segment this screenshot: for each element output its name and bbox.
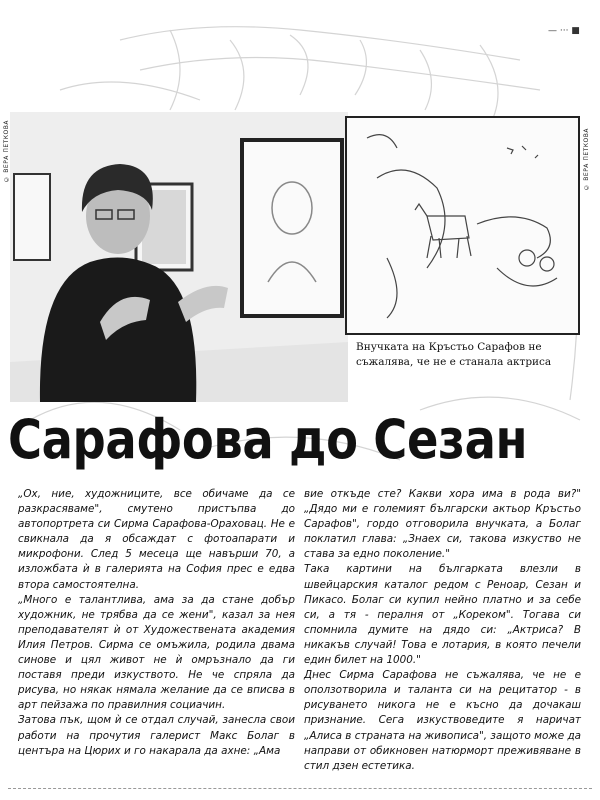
article-column-right — [304, 487, 581, 774]
paragraph: „Много е талантлива, ама за да стане добър художник, не трябва да се жени", казал за нея преподавателят ѝ от Художествената академия Илия Петров. Сирма се омъжила, родила двама синове и цял живот не ѝ омръзнало да ги поставя преди изкуството. Не че спряла да рисува, но някак нямала желание да се вписва в арт пейзажа по правилния социачин. — [18, 593, 295, 712]
photo-credit-left: © ВЕРА ПЕТКОВА — [3, 120, 10, 183]
photo-credit-right: © ВЕРА ПЕТКОВА — [583, 128, 590, 191]
paragraph: Затова пък, щом ѝ се отдал случай, занесла свои работи на прочутия галерист Макс Болаг в центъра на Цюрих и го накарала да ахне: „Ама — [18, 714, 295, 757]
article-column-left — [18, 487, 295, 759]
gallery-photo — [10, 112, 348, 402]
paragraph: Днес Сирма Сарафова не съжалява, че не е оползотворила и таланта си на рецитатор - в рисуването никога не е късно да дочакаш признание. Сега изкуствоведите я наричат „Алиса в страната на живописа", защото може да направи от обикновен натюрморт преживяване в стил дзен естетика. — [304, 669, 581, 772]
paragraph: „Ох, ние, художниците, все обичаме да се разкрасяваме", смутено пристъпва до автопортрета си Сирма Сарафова-Ораховац. Не е свикнала да я обсаждат с фотоапарати и микрофони. След 5 месеца ще навърши 70, а изложбата ѝ в галерията на София прес е едва втора самостоятелна. — [18, 488, 295, 591]
headline: Сарафова до Сезан — [8, 408, 528, 471]
gallery-photo-illustration — [10, 112, 348, 402]
paragraph: Така картини на българката влезли в швейцарския каталог редом с Реноар, Сезан и Пикасо. Болаг си купил нейно платно и за себе си, а тя - пералня от „Кореком". Тогава си спомнила думите на дядо си: „Актриса? В никакъв случай! Това е лотария, в която печели един билет на 1000." — [304, 563, 581, 667]
horse-sketch — [347, 118, 578, 333]
paragraph: вие откъде сте? Какви хора има в рода ви?" „Дядо ми е големият български актьор Кръстьо Сарафов", гордо отговорила внучката, а Болаг поклатил глава: „Знаех си, такова изкуство не става за едно поколение." — [304, 488, 581, 561]
photo-caption: Внучката на Кръстьо Сарафов не съжалява, че не е станала актриса — [356, 341, 552, 368]
sketch-photo — [345, 116, 580, 335]
bottom-rule — [8, 788, 592, 789]
corner-mark: — ··· ■ — [548, 26, 580, 36]
